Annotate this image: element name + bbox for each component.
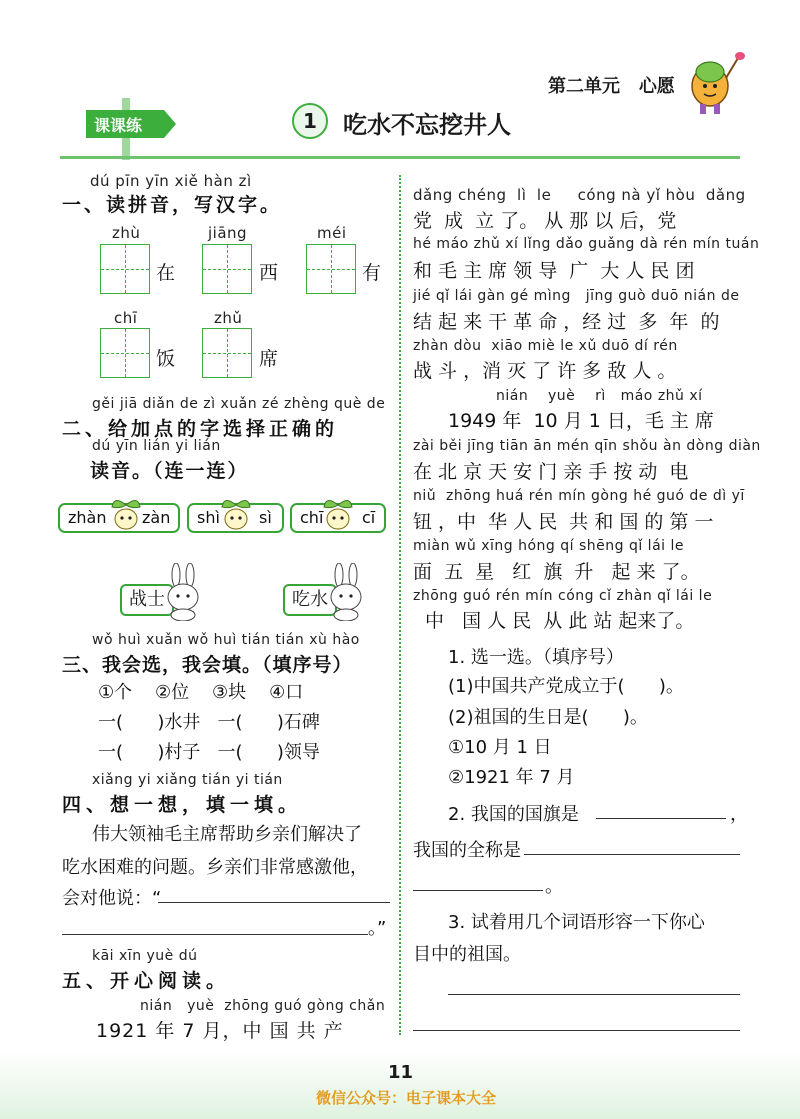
pair-3-b[interactable]: cī bbox=[362, 508, 376, 527]
s3-title: 三、我会选，我会填。（填序号） bbox=[62, 654, 353, 676]
writing-box-1[interactable] bbox=[100, 244, 150, 294]
s1-py-3: méi bbox=[317, 224, 347, 242]
s4-line-2: 吃水困难的问题。乡亲们非常感激他， bbox=[62, 857, 368, 878]
unit-theme: 心愿 bbox=[638, 76, 675, 97]
writing-box-3[interactable] bbox=[306, 244, 356, 294]
s1-py-4: chī bbox=[114, 309, 138, 327]
s5-pinyin: kāi xīn yuè dú bbox=[92, 948, 198, 964]
q3-answer-line-1[interactable] bbox=[448, 994, 740, 995]
reading-py-5: nián yuè rì máo zhǔ xí bbox=[496, 388, 703, 404]
reading-hz-1: 党 成 立 了。 从 那 以 后，党 bbox=[413, 210, 677, 232]
s1-title: 一、读拼音，写汉字。 bbox=[62, 194, 283, 216]
sprout-icon bbox=[216, 493, 256, 533]
sprout-icon bbox=[318, 493, 358, 533]
lesson-number: 1 bbox=[303, 109, 317, 133]
pair-1-b[interactable]: zàn bbox=[142, 508, 171, 527]
reading-hz-6: 在 北 京 天 安 门 亲 手 按 动 电 bbox=[413, 461, 689, 483]
s1-char-1: 在 bbox=[156, 262, 176, 284]
s4-line-1: 伟大领袖毛主席帮助乡亲们解决了 bbox=[92, 824, 362, 845]
reading-hz-3: 结 起 来 干 革 命 ，经 过 多 年 的 bbox=[413, 311, 720, 333]
header-divider bbox=[60, 156, 740, 159]
s4-line-3: 会对他说：“ bbox=[62, 888, 162, 909]
s1-py-2: jiāng bbox=[208, 224, 248, 242]
bunny-icon bbox=[327, 563, 367, 621]
writing-box-2[interactable] bbox=[202, 244, 252, 294]
s1-char-3: 有 bbox=[362, 262, 382, 284]
q2-name-answer-line-2[interactable] bbox=[413, 890, 543, 891]
s2-pinyin-2: dú yīn lián yi lián bbox=[92, 438, 221, 454]
s1-py-5: zhǔ bbox=[214, 309, 243, 327]
badge-label: 课课练 bbox=[94, 116, 143, 135]
s2-pinyin-1: gěi jiā diǎn de zì xuǎn zé zhèng què de bbox=[92, 396, 386, 412]
q2-name-answer-line-1[interactable] bbox=[524, 854, 740, 855]
s5-left-text: 1921 年 7 月，中 国 共 产 bbox=[96, 1020, 344, 1042]
s1-char-2: 西 bbox=[259, 262, 279, 284]
q3-answer-line-2[interactable] bbox=[413, 1030, 740, 1031]
s2-title-1: 二、给加点的字选择正确的 bbox=[62, 418, 339, 440]
q1-a[interactable]: (1)中国共产党成立于( )。 bbox=[448, 676, 684, 697]
s1-py-1: zhù bbox=[112, 224, 141, 242]
writing-box-5[interactable] bbox=[202, 328, 252, 378]
q2-flag-answer-line[interactable] bbox=[596, 818, 726, 819]
s3-row-2[interactable]: 一( )村子 一( )领导 bbox=[98, 742, 320, 763]
wechat-watermark: 微信公众号：电子课本大全 bbox=[316, 1089, 497, 1107]
reading-py-8: miàn wǔ xīng hóng qí shēng qǐ lái le bbox=[413, 538, 684, 554]
writing-box-4[interactable] bbox=[100, 328, 150, 378]
s2-title-2: 读音。（连一连） bbox=[90, 460, 249, 482]
q1-option-1: ①10 月 1 日 bbox=[448, 737, 552, 758]
unit-label: 第二单元 心愿 bbox=[548, 76, 675, 97]
reading-py-2: hé máo zhǔ xí lǐng dǎo guǎng dà rén mín tuán bbox=[413, 236, 760, 252]
bunny-icon bbox=[164, 563, 204, 621]
q3-b: 目中的祖国。 bbox=[413, 944, 521, 965]
s3-row-1[interactable]: 一( )水井 一( )石碑 bbox=[98, 712, 320, 733]
q1-b[interactable]: (2)祖国的生日是( )。 bbox=[448, 707, 648, 728]
reading-hz-9: 中 国 人 民 从 此 站 起来了。 bbox=[425, 610, 695, 632]
page-number: 11 bbox=[388, 1062, 414, 1083]
reading-py-1: dǎng chéng lì le cóng nà yǐ hòu dǎng bbox=[413, 186, 746, 204]
pair-3-a[interactable]: chī bbox=[300, 508, 324, 527]
q3-a: 3. 试着用几个词语形容一下你心 bbox=[448, 912, 705, 933]
pair-2-a[interactable]: shì bbox=[197, 508, 220, 527]
reading-py-7: niǔ zhōng huá rén mín gòng hé guó de dì yī bbox=[413, 488, 745, 504]
s3-options: ①个 ②位 ③块 ④口 bbox=[98, 682, 304, 703]
s4-answer-line-1[interactable] bbox=[158, 902, 390, 903]
word-card-1-text: 战士 bbox=[129, 589, 165, 610]
mascot-icon bbox=[686, 50, 746, 116]
reading-hz-7: 钮 ，中 华 人 民 共 和 国 的 第 一 bbox=[413, 511, 714, 533]
pair-2-b[interactable]: sì bbox=[259, 508, 272, 527]
pair-1-a[interactable]: zhàn bbox=[68, 508, 107, 527]
reading-py-4: zhàn dòu xiāo miè le xǔ duō dí rén bbox=[413, 338, 678, 354]
s3-pinyin: wǒ huì xuǎn wǒ huì tián tián xù hào bbox=[92, 632, 360, 648]
q2-end: 。 bbox=[545, 876, 563, 897]
reading-hz-2: 和 毛 主 席 领 导 广 大 人 民 团 bbox=[413, 260, 695, 282]
s4-pinyin: xiǎng yi xiǎng tián yi tián bbox=[92, 772, 283, 788]
reading-hz-8: 面 五 星 红 旗 升 起 来 了。 bbox=[413, 561, 700, 583]
lesson-title: 吃水不忘挖井人 bbox=[343, 111, 511, 139]
s1-char-4: 饭 bbox=[156, 348, 176, 370]
q2-comma: ， bbox=[730, 804, 748, 825]
q1-title: 1. 选一选。（填序号） bbox=[448, 647, 624, 668]
s5-title: 五、开心阅读。 bbox=[62, 970, 231, 992]
q1-option-2: ②1921 年 7 月 bbox=[448, 767, 575, 788]
reading-py-9: zhōng guó rén mín cóng cǐ zhàn qǐ lái le bbox=[413, 588, 713, 604]
s5-left-pinyin: nián yuè zhōng guó gòng chǎn bbox=[140, 998, 386, 1014]
q2-a: 2. 我国的国旗是 bbox=[448, 804, 579, 825]
sprout-icon bbox=[106, 493, 146, 533]
q2-b: 我国的全称是 bbox=[413, 840, 521, 861]
reading-hz-4: 战 斗 ，消 灭 了 许 多 敌 人 。 bbox=[413, 360, 677, 382]
s1-pinyin: dú pīn yīn xiě hàn zì bbox=[90, 172, 252, 190]
s4-answer-line-2[interactable] bbox=[62, 934, 368, 935]
word-card-2-text: 吃水 bbox=[292, 589, 328, 610]
reading-hz-5: 1949 年 10 月 1 日，毛 主 席 bbox=[448, 410, 714, 432]
s4-end: 。” bbox=[368, 918, 387, 939]
reading-py-6: zài běi jīng tiān ān mén qīn shǒu àn dòng diàn bbox=[413, 438, 761, 454]
column-divider bbox=[399, 175, 401, 1035]
lesson-number-circle bbox=[292, 103, 328, 139]
reading-py-3: jié qǐ lái gàn gé mìng jīng guò duō nián de bbox=[413, 288, 740, 304]
s1-char-5: 席 bbox=[259, 348, 279, 370]
s4-title: 四、想一想，填一填。 bbox=[62, 794, 303, 816]
